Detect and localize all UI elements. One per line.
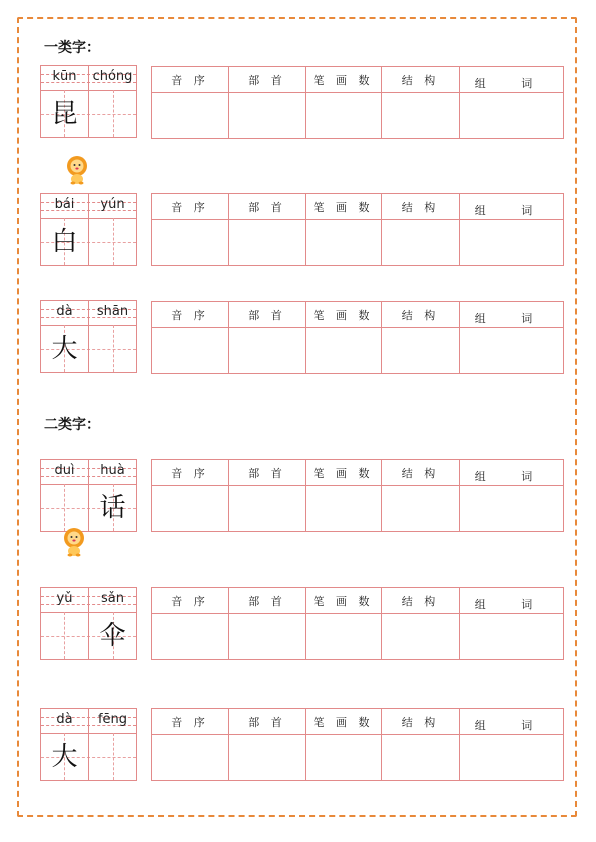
header-yinxu: 音 序 — [152, 67, 229, 93]
analysis-table — [151, 459, 564, 532]
header-bihuashu: 笔 画 数 — [306, 67, 382, 93]
header-bushou: 部 首 — [229, 460, 306, 486]
pinyin-2: huà — [100, 463, 125, 478]
header-yinxu: 音 序 — [152, 194, 229, 220]
header-yinxu: 音 序 — [152, 709, 229, 735]
header-bushou: 部 首 — [229, 67, 306, 93]
answer-cell[interactable] — [382, 486, 460, 531]
answer-cell[interactable] — [382, 614, 460, 659]
hanzi-2: 伞 — [99, 621, 126, 651]
answer-cell[interactable] — [306, 93, 382, 138]
pinyin-1: kūn — [52, 69, 77, 84]
answer-cell[interactable] — [460, 486, 563, 531]
header-bushou: 部 首 — [229, 194, 306, 220]
lion-sticker-icon — [61, 527, 87, 557]
answer-cell[interactable] — [382, 220, 460, 265]
answer-cell[interactable] — [306, 328, 382, 373]
analysis-table — [151, 66, 564, 139]
lion-sticker-icon — [64, 155, 90, 185]
header-jiegou: 结 构 — [382, 302, 460, 328]
header-zuci: 组 词 — [460, 460, 563, 486]
hanzi-2: 话 — [99, 493, 126, 523]
answer-cell[interactable] — [229, 328, 306, 373]
header-jiegou: 结 构 — [382, 588, 460, 614]
header-jiegou: 结 构 — [382, 460, 460, 486]
answer-cell[interactable] — [229, 735, 306, 780]
pinyin-2: yún — [100, 197, 125, 212]
answer-cell[interactable] — [460, 614, 563, 659]
header-bihuashu: 笔 画 数 — [306, 194, 382, 220]
pinyin-1: yǔ — [56, 591, 73, 606]
header-bushou: 部 首 — [229, 302, 306, 328]
header-zuci: 组 词 — [460, 709, 563, 735]
answer-cell[interactable] — [306, 614, 382, 659]
answer-cell[interactable] — [460, 735, 563, 780]
header-zuci: 组 词 — [460, 194, 563, 220]
header-bushou: 部 首 — [229, 709, 306, 735]
analysis-table — [151, 301, 564, 374]
header-bihuashu: 笔 画 数 — [306, 302, 382, 328]
answer-cell[interactable] — [306, 486, 382, 531]
hanzi-1: 大 — [51, 334, 78, 364]
pinyin-2: shān — [96, 304, 129, 319]
header-zuci: 组 词 — [460, 588, 563, 614]
character-card — [40, 459, 137, 532]
header-yinxu: 音 序 — [152, 302, 229, 328]
character-card — [40, 65, 137, 138]
answer-cell[interactable] — [152, 328, 229, 373]
pinyin-2: sǎn — [101, 591, 124, 606]
answer-cell[interactable] — [229, 93, 306, 138]
answer-cell[interactable] — [152, 735, 229, 780]
answer-cell[interactable] — [382, 93, 460, 138]
character-card — [40, 300, 137, 373]
answer-cell[interactable] — [460, 93, 563, 138]
answer-cell[interactable] — [229, 220, 306, 265]
header-bihuashu: 笔 画 数 — [306, 709, 382, 735]
pinyin-1: dà — [56, 304, 73, 319]
header-jiegou: 结 构 — [382, 709, 460, 735]
pinyin-2: chóng — [92, 69, 133, 84]
analysis-table — [151, 587, 564, 660]
character-card — [40, 708, 137, 781]
hanzi-1: 大 — [51, 742, 78, 772]
answer-cell[interactable] — [229, 486, 306, 531]
answer-cell[interactable] — [382, 735, 460, 780]
hanzi-1: 昆 — [51, 99, 78, 129]
pinyin-1: bái — [54, 197, 75, 212]
section-title-1: 一类字： — [44, 40, 100, 56]
character-card — [40, 193, 137, 266]
answer-cell[interactable] — [460, 328, 563, 373]
answer-cell[interactable] — [152, 486, 229, 531]
answer-cell[interactable] — [306, 220, 382, 265]
answer-cell[interactable] — [382, 328, 460, 373]
answer-cell[interactable] — [152, 614, 229, 659]
header-jiegou: 结 构 — [382, 67, 460, 93]
header-yinxu: 音 序 — [152, 460, 229, 486]
character-card — [40, 587, 137, 660]
answer-cell[interactable] — [152, 220, 229, 265]
hanzi-1: 白 — [51, 227, 78, 257]
answer-cell[interactable] — [152, 93, 229, 138]
header-zuci: 组 词 — [460, 67, 563, 93]
answer-cell[interactable] — [460, 220, 563, 265]
pinyin-1: dà — [56, 712, 73, 727]
header-yinxu: 音 序 — [152, 588, 229, 614]
header-bihuashu: 笔 画 数 — [306, 460, 382, 486]
header-bihuashu: 笔 画 数 — [306, 588, 382, 614]
analysis-table — [151, 193, 564, 266]
header-bushou: 部 首 — [229, 588, 306, 614]
section-title-2: 二类字： — [44, 417, 100, 433]
answer-cell[interactable] — [306, 735, 382, 780]
answer-cell[interactable] — [229, 614, 306, 659]
pinyin-1: duì — [54, 463, 75, 478]
pinyin-2: fēng — [97, 712, 128, 727]
analysis-table — [151, 708, 564, 781]
header-jiegou: 结 构 — [382, 194, 460, 220]
header-zuci: 组 词 — [460, 302, 563, 328]
